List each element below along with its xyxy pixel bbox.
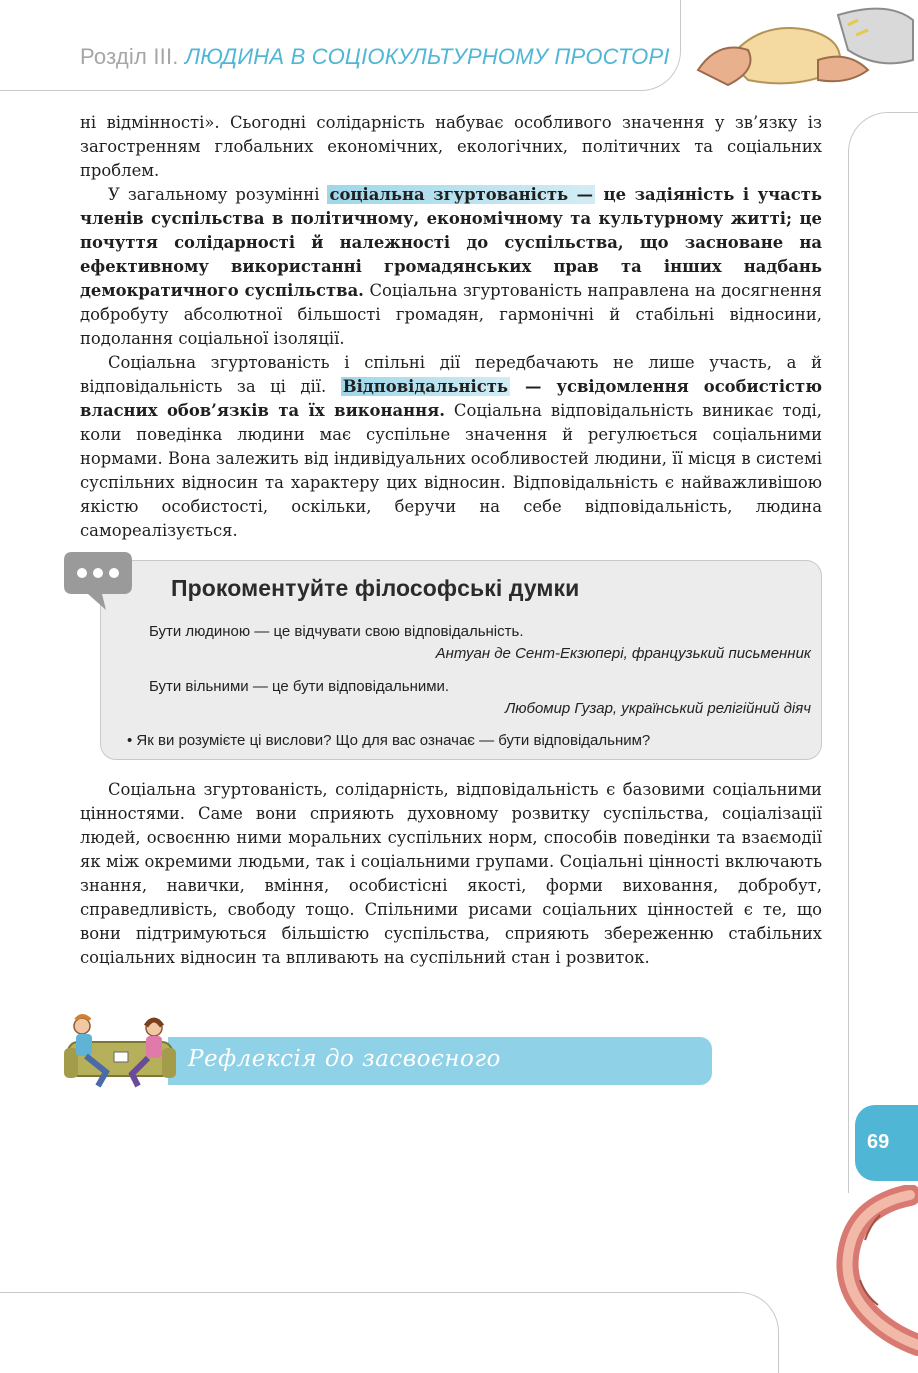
definition-responsibility: — усвідомлення особистістю власних обов’язків та їх виконання. [80, 377, 823, 420]
hands-circle-illustration-icon [820, 1185, 918, 1360]
quote-1-author: Антуан де Сент-Екзюпері, французький письменник [435, 645, 811, 662]
reflection-label: Рефлексія до засвоєного [188, 1046, 501, 1072]
philosophical-quotes-box [100, 560, 822, 760]
quote-2-author: Любомир Гузар, український релігійний діяч [504, 700, 811, 717]
definition-social-cohesion: це задіяність і участь членів суспільства в політичному, економічному та культурному житті; це почуття солідарності й належності до суспільства, що засноване на ефективному використанні громадянських прав та інших надбань демократичного суспільства. [80, 185, 822, 300]
page-number-tab [855, 1105, 918, 1181]
body-text-top [80, 111, 822, 543]
body-text-bottom [80, 778, 822, 970]
section-title: ЛЮДИНА В СОЦІОКУЛЬТУРНОМУ ПРОСТОРІ [184, 44, 670, 69]
quote-1: Бути людиною — це відчувати свою відповідальність. [149, 623, 524, 640]
paragraph-2: У загальному розумінні соціальна згуртованість — це задіяність і участь членів суспільства в політичному, економічному та культурному житті; це почуття солідарності й належності до суспільства, що засноване на ефективному використанні громадянських прав та інших надбань демократичного суспільства. Соціальна згуртованість направлена на досягнення добробуту абсолютної більшості громадян, гармонічні й стабільні відносини, подолання соціальної ізоляції. [80, 185, 823, 348]
paragraph-4: Соціальна згуртованість, солідарність, відповідальність є базовими соціальними цінностями. Саме вони сприяють духовному розвитку суспільства, соціалізації людей, освоєнню ними моральних суспільних норм, способів поведінки та взаємодії як між окремими людьми, так і соціальними групами. Соціальні цінності включають знання, навички, вміння, особистісні якості, форми виховання, добробут, справедливість, свободу тощо. Спільними рисами соціальних цінностей є те, що вони підтримуються більшістю суспільства, сприяють збереженню стабільних соціальних відносин та впливають на суспільний стан і розвиток. [80, 780, 822, 967]
quote-question: • Як ви розумієте ці вислови? Що для вас означає — бути відповідальним? [127, 732, 651, 749]
reflection-banner [168, 1037, 712, 1085]
page-number: 69 [867, 1131, 890, 1153]
quotes-heading: Прокоментуйте філософські думки [171, 575, 580, 601]
people-on-sofa-icon [62, 1012, 177, 1090]
footer-frame [0, 1292, 779, 1373]
paragraph-3: Соціальна згуртованість і спільні дії передбачають не лише участь, а й відповідальність за ці дії. Відповідальність — усвідомлення особистістю власних обов’язків та їх виконання. Соціальна відповідальність виникає тоді, коли поведінка людини має суспільне значення й регулюється соціальними нормами. Вона залежить від індивідуальних особливостей людини, її місця в системі суспільних відносин та характеру цих відносин. Відповідальність є найважливішою якістю особистості, оскільки, беручи на себе відповідальність, людина самореалізується. [80, 353, 823, 540]
page-header [80, 44, 670, 70]
term-social-cohesion: соціальна згуртованість — [329, 185, 594, 204]
quote-2: Бути вільними — це бути відповідальними. [149, 678, 450, 695]
section-label: Розділ ІІІ. [80, 44, 179, 69]
term-responsibility: Відповідальність [342, 377, 509, 396]
hands-illustration-icon [688, 0, 918, 95]
speech-bubble-icon [62, 550, 134, 614]
margin-frame [848, 112, 918, 1193]
paragraph-1: ні відмінності». Сьогодні солідарність набуває особливого значення у зв’язку із загостренням глобальних економічних, екологічних, політичних та соціальних проблем. [80, 113, 822, 180]
